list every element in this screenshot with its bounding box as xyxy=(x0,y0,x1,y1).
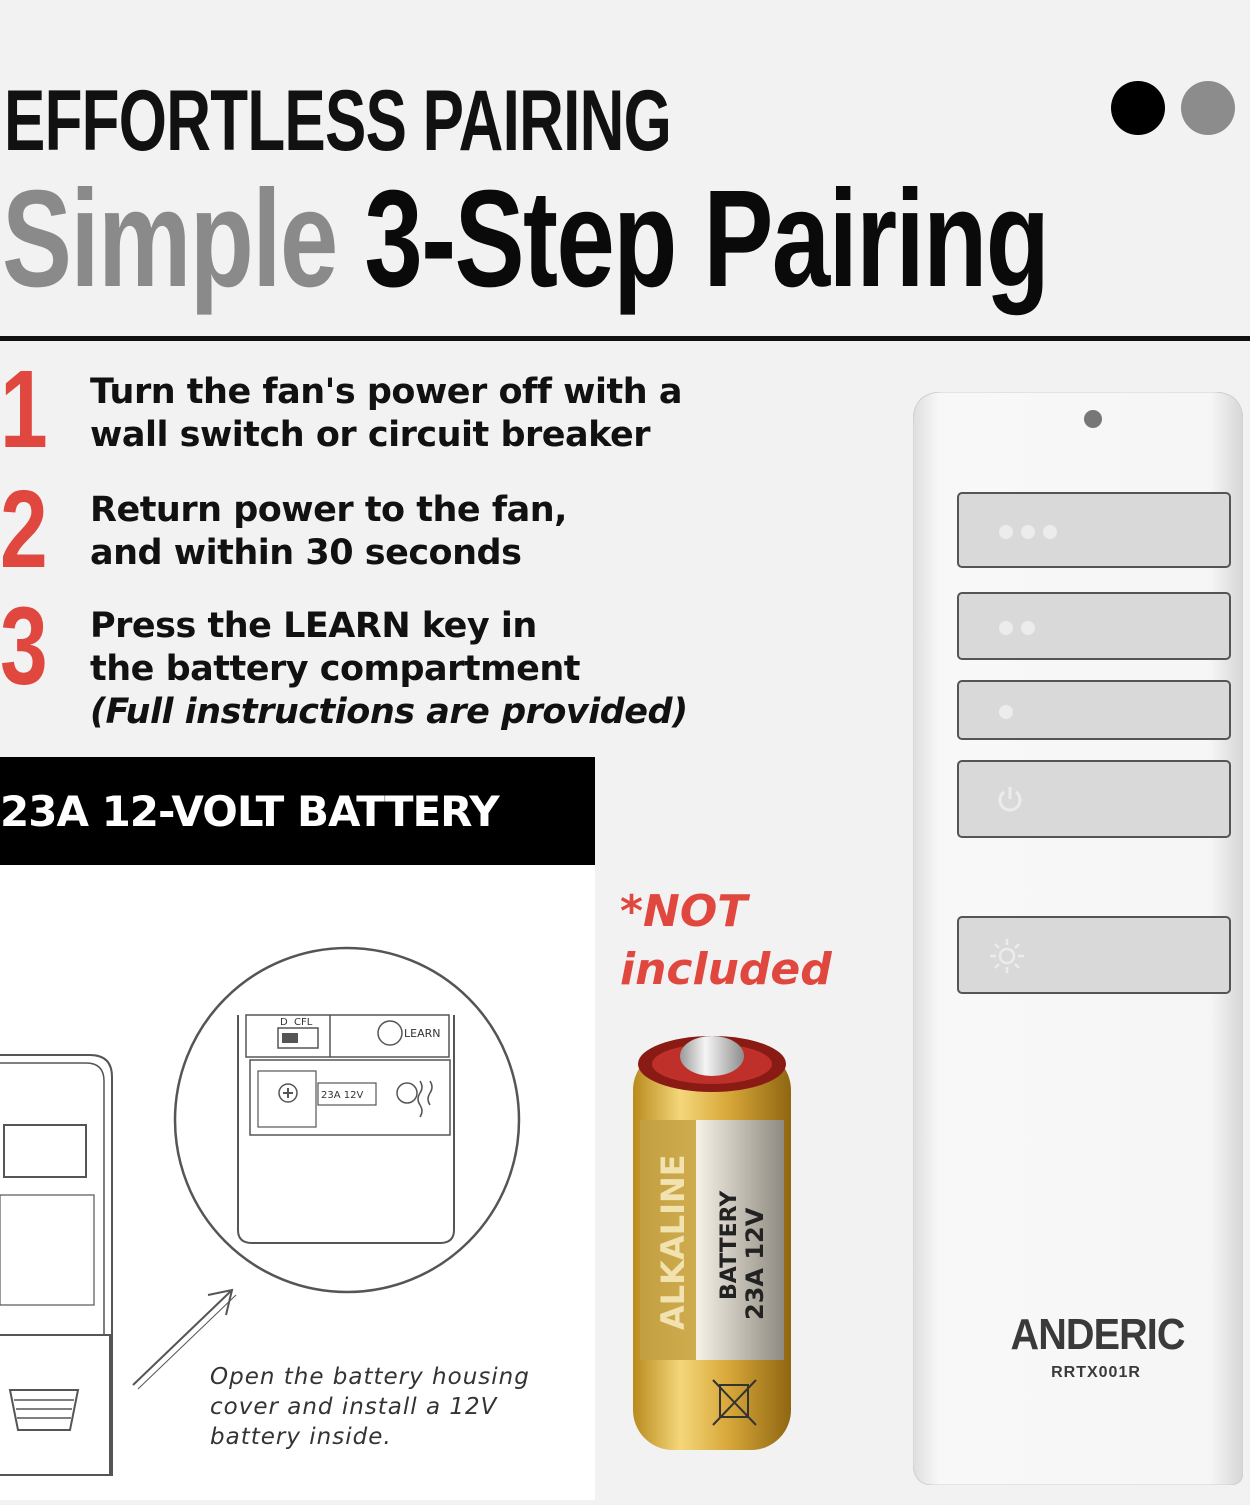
carousel-dot-active[interactable] xyxy=(1111,81,1165,135)
remote-control xyxy=(913,392,1243,1485)
remote-button-fan-power[interactable] xyxy=(957,760,1231,838)
diagram-caption xyxy=(210,1362,530,1452)
caption-line-3: battery inside. xyxy=(210,1424,392,1450)
step-3-note: (Full instructions are provided) xyxy=(90,692,688,732)
remote-button-speed-low[interactable] xyxy=(957,680,1231,740)
title-black-words: 3-Step Pairing xyxy=(364,162,1049,316)
step-1-line-1: Turn the fan's power off with a xyxy=(90,372,682,412)
carousel-dot-inactive[interactable] xyxy=(1181,81,1235,135)
battery-banner xyxy=(0,757,595,865)
step-1-number: 1 xyxy=(0,348,48,471)
remote-button-speed-medium[interactable] xyxy=(957,592,1231,660)
battery-label-alkaline: ALKALINE xyxy=(654,1154,692,1330)
step-3-text xyxy=(90,605,688,734)
title-grey-word: Simple xyxy=(2,162,337,316)
power-icon xyxy=(995,784,1025,814)
speed-dot xyxy=(999,705,1013,719)
light-icon xyxy=(987,936,1027,976)
step-3-line-1: Press the LEARN key in xyxy=(90,606,537,646)
speed-dot xyxy=(999,525,1013,539)
battery-label-model: 23A 12V xyxy=(741,1207,769,1320)
speed-dot xyxy=(1021,525,1035,539)
speed-dot xyxy=(1043,525,1057,539)
remote-brand-logo: ANDERIC xyxy=(1010,1310,1185,1359)
step-2-line-2: and within 30 seconds xyxy=(90,533,522,573)
diagram-compartment-label: 23A 12V xyxy=(321,1090,364,1101)
step-1-text xyxy=(90,371,682,457)
remote-button-speed-high[interactable] xyxy=(957,492,1231,568)
speed-dot xyxy=(1021,621,1035,635)
battery-label-type: BATTERY xyxy=(717,1190,742,1300)
step-1-line-2: wall switch or circuit breaker xyxy=(90,415,650,455)
remote-button-light[interactable] xyxy=(957,916,1231,994)
battery-banner-text: 23A 12-VOLT BATTERY xyxy=(0,787,499,836)
diagram-switch-cfl: CFL xyxy=(294,1017,313,1028)
diagram-switch-d: D xyxy=(280,1017,288,1028)
header-divider xyxy=(0,336,1250,341)
not-included-note xyxy=(620,883,832,999)
eyebrow-heading: EFFORTLESS PAIRING xyxy=(4,73,672,169)
step-3-number: 3 xyxy=(0,585,48,708)
step-3-line-2: the battery compartment xyxy=(90,649,580,689)
not-included-line-1: *NOT xyxy=(620,886,748,937)
page-title xyxy=(2,162,1049,316)
battery-image xyxy=(628,1030,798,1460)
remote-model-number: RRTX001R xyxy=(1051,1364,1141,1381)
diagram-learn-label: LEARN xyxy=(404,1027,441,1040)
not-included-line-2: included xyxy=(620,944,832,995)
step-2-number: 2 xyxy=(0,468,48,591)
caption-line-1: Open the battery housing xyxy=(210,1364,530,1390)
step-2-line-1: Return power to the fan, xyxy=(90,490,567,530)
caption-line-2: cover and install a 12V xyxy=(210,1394,498,1420)
speed-dot xyxy=(999,621,1013,635)
step-2-text xyxy=(90,489,567,575)
